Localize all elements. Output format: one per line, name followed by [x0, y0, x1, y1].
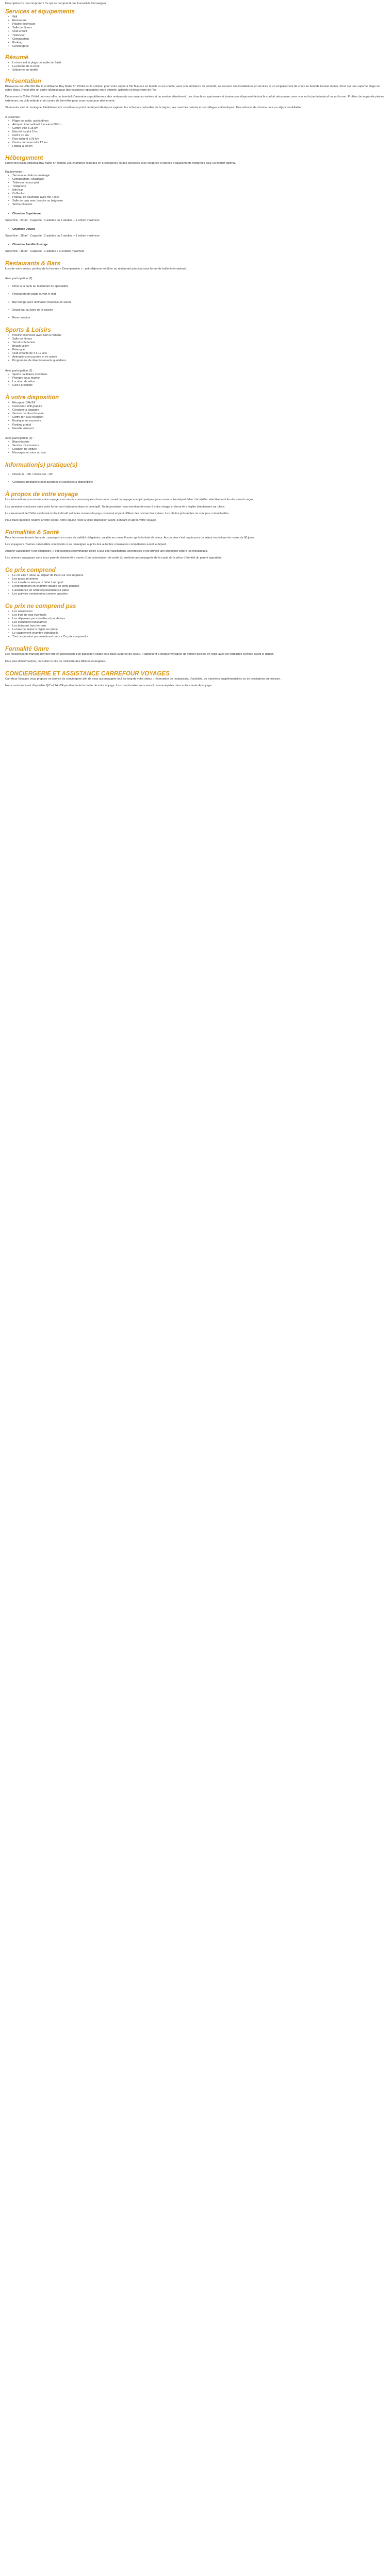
- list-item: • Sports nautiques motorisés: [12, 373, 386, 377]
- list-item: • Dîner à la carte au restaurant de spécialités: [12, 285, 386, 289]
- room-type: [5, 243, 386, 247]
- list-item: • Club enfant: [12, 30, 386, 33]
- list-item: • Hôpital à 20 km: [12, 145, 386, 148]
- list-item: • Coffre-fort: [12, 192, 386, 196]
- list-item: • Piscine extérieure avec bain à remous: [12, 334, 386, 337]
- disposition-paid-label: Avec participation (€) :: [5, 436, 34, 440]
- list-item: • Salle de fitness: [12, 26, 386, 30]
- comprend-list: [5, 574, 386, 596]
- room-type: [5, 212, 386, 216]
- list-item: • Le vol aller / retour au départ de Paris sur vols réguliers: [12, 574, 386, 578]
- restaurants-label: Avec participation (€) :: [5, 277, 34, 281]
- disposition-list: [5, 401, 386, 431]
- room-name: • Chambre Deluxe: [12, 228, 386, 231]
- list-item: • Réception 24h/24: [12, 401, 386, 405]
- formalites2-paragraph: Les ressortissants français devront être en possession d'un passeport valide pour toute la durée du séjour. Il appartient à chaque voyageur de vérifier qu'il est en règle avec les formalités d'entrée avant le départ.: [5, 653, 274, 656]
- list-item: • Room service: [12, 316, 386, 320]
- list-item: • Les assurances: [12, 610, 386, 614]
- sports-paid-list: [5, 373, 386, 387]
- hebergement-paragraph: L'hôtel Bin Bal la Athlantal Bay Mahe 5* compte 256 chambres réparties en 5 catégories, toutes décorées avec élégance et dotées d'équipements modernes pour un confort optimal.: [5, 161, 236, 165]
- list-item: • Plage de sable, accès direct: [12, 120, 386, 123]
- list-item: • Programme de divertissements quotidiens: [12, 359, 386, 363]
- presentation-title: Présentation: [5, 78, 41, 85]
- formalites-paragraph: Les voyageurs d'autres nationalités sont invités à se renseigner auprès des autorités consulaires compétentes avant le départ.: [5, 543, 167, 546]
- list-item: • Le supplément chambre individuelle: [12, 632, 386, 635]
- formalites-paragraph: Pour les ressortissants français : passeport en cours de validité obligatoire, valable au moins 6 mois après la date de retour. Aucun visa n'est requis pour un séjour touristique de moins de 90 jours.: [5, 536, 255, 539]
- top-nav-line: Description Ce qui comprend / Ce qui ne comprend pas Formalités Conseigner: [5, 2, 106, 5]
- list-item: • Plateau de courtoisie avec thé / café: [12, 196, 386, 199]
- resume-title: Résumé: [5, 54, 28, 61]
- list-item: • L'assistance de notre représentant sur place: [12, 589, 386, 592]
- room-description: Superficie : 45 m² · Capacité : 2 adultes + 2 enfants maximum: [5, 250, 85, 253]
- list-item: • Climatisation / chauffage: [12, 178, 386, 181]
- list-item: • Boutique de souvenirs: [12, 419, 386, 423]
- room-description: Superficie : 32 m² · Capacité : 2 adultes ou 2 adultes + 1 enfant maximum: [5, 218, 100, 222]
- list-item: • Centre commercial à 12 km: [12, 141, 386, 145]
- list-item: • Wifi: [12, 15, 386, 19]
- disposition-title: À votre disposition: [5, 395, 59, 401]
- voyage-paragraph: Pour toute question relative à votre séjour, notre équipe reste à votre disposition avant, pendant et après votre voyage.: [5, 518, 157, 522]
- list-item: • Parking gratuit: [12, 423, 386, 427]
- list-item: • Marché local à 5 km: [12, 130, 386, 134]
- list-item: • Les transferts aéroport / hôtel / aéroport: [12, 581, 386, 585]
- presentation-paragraph: Situé entre mer et montagne, l'établissement constitue un point de départ idéal pour explorer les richesses naturelles de la région, ses marchés colorés et ses villages authentiques. Une adresse de charme pour un séjour inoubliable.: [5, 106, 302, 109]
- list-item: • L'hébergement en chambre double en demi-pension: [12, 585, 386, 588]
- restaurants-paragraph: Lors de votre séjour, profitez de la formule « Demi-pension » : petit-déjeuner et dîner au restaurant principal sous forme de buffet international.: [5, 267, 187, 271]
- non-comprend-title: Ce prix ne comprend pas: [5, 603, 76, 609]
- room-name: • Chambre Famille Prestige: [12, 243, 386, 247]
- list-item: • Sèche-cheveux: [12, 203, 386, 207]
- list-item: • Golf à 10 km: [12, 134, 386, 138]
- list-item: • Blanchisserie: [12, 440, 386, 444]
- list-item: • Les excursions facultatives: [12, 621, 386, 624]
- hebergement-label: Équipements :: [5, 170, 24, 174]
- list-item: • Séjourner en famille: [12, 69, 386, 72]
- list-item: • Terrasse ou balcon aménagé: [12, 174, 386, 178]
- non-comprend-list: [5, 610, 386, 639]
- voyage-paragraph: Le classement de l'hôtel est donné à titre indicatif selon les normes du pays concerné et peut différer des normes françaises. Les photos présentées ne sont pas contractuelles.: [5, 512, 230, 515]
- sports-paid-label: Avec participation (€) :: [5, 369, 34, 372]
- list-item: • Piscine extérieure: [12, 23, 386, 26]
- list-item: • Navette aéroport: [12, 427, 386, 431]
- restaurants-list: [5, 285, 386, 319]
- list-item: • Plongée sous-marine: [12, 377, 386, 380]
- list-item: • Bar lounge avec animation musicale en soirée: [12, 301, 386, 304]
- presentation-paragraph: Bienvenue au Hôtel Bin Bal la et Athlantal Bay Mahe 5*, l'hôtel est la solution pour votre séjour à l'île Maurice en famille ou en couple, avec son ambiance de sérénité, se trouvent des installations et services et un emplacement de choix au bord de l'océan Indien. Posé sur une superbe plage de sable blanc, l'hôtel offre un cadre idyllique pour des vacances reposantes entre détente, activités et découverte de l'île.: [5, 85, 380, 92]
- list-item: • La terre est la plage de sable de Saidi: [12, 61, 386, 65]
- list-item: • Les boissons hors formule: [12, 624, 386, 628]
- list-item: • Club enfants de 4 à 12 ans: [12, 352, 386, 355]
- restaurants-title: Restaurants & Bars: [5, 261, 60, 267]
- sports-title: Sports & Loisirs: [5, 327, 51, 333]
- hebergement-equipment-list: [5, 174, 386, 207]
- list-item: • Check-in : 14h / check-out : 12h: [12, 473, 386, 477]
- formalites-title: Formalités & Santé: [5, 529, 59, 536]
- amenities-list: [5, 120, 386, 149]
- voyage-paragraph: Les informations concernant votre voyage vous seront communiquées dans votre carnet de voyage envoyé quelques jours avant votre départ. Merci de vérifier attentivement les documents reçus.: [5, 498, 254, 502]
- list-item: • Restaurant de plage ouvert le midi: [12, 293, 386, 296]
- list-item: • Salle de fitness: [12, 337, 386, 341]
- services-title: Services et équipements: [5, 9, 75, 15]
- sports-list: [5, 334, 386, 363]
- informations-list: [5, 473, 386, 484]
- list-item: • Tout ce qui n'est pas mentionné dans « Ce prix comprend »: [12, 635, 386, 639]
- list-item: • Beach-volley: [12, 345, 386, 348]
- list-item: • Les dépenses personnelles et pourboires: [12, 617, 386, 621]
- list-item: • Télévision: [12, 34, 386, 38]
- list-item: • Consigne à bagages: [12, 409, 386, 412]
- list-item: • Service de blanchisserie: [12, 412, 386, 416]
- list-item: • La taxe de séjour à régler sur place: [12, 628, 386, 632]
- list-item: • Connexion Wifi gratuite: [12, 405, 386, 409]
- comprend-title: Ce prix comprend: [5, 567, 56, 574]
- list-item: • Les activités mentionnées comme gratuites: [12, 592, 386, 596]
- list-item: • Les taxes aériennes: [12, 578, 386, 581]
- page: [5, 2, 386, 688]
- voyage-paragraph: Les prestations incluses dans votre forfait sont indiquées dans le descriptif. Toute prestation non mentionnée reste à votre charge et devra être réglée directement sur place.: [5, 505, 225, 509]
- room-name: • Chambre Supérieure: [12, 212, 386, 216]
- services-list: [5, 15, 386, 48]
- disposition-paid-list: [5, 440, 386, 455]
- formalites2-title: Formalité Gmre: [5, 646, 49, 653]
- amenities-label: À proximité :: [5, 115, 22, 119]
- room-type: [5, 228, 386, 231]
- list-item: • Centre-ville à 15 km: [12, 127, 386, 130]
- list-item: • Climatisation: [12, 38, 386, 41]
- conciergerie-paragraph: Notre assistance est disponible 7j/7 et 24h/24 pendant toute la durée de votre voyage. Les coordonnées vous seront communiquées dans votre carnet de voyage.: [5, 684, 213, 687]
- list-item: • Massages et soins au spa: [12, 451, 386, 455]
- list-item: • Location de vélos: [12, 380, 386, 384]
- formalites-paragraph: Les mineurs voyageant sans leurs parents doivent être munis d'une autorisation de sortie du territoire accompagnée de la copie de la pièce d'identité du parent signataire.: [5, 556, 222, 560]
- list-item: • Animations en journée et en soirée: [12, 355, 386, 359]
- informations-title: Information(s) pratique(s): [5, 462, 77, 469]
- conciergerie-paragraph: Carrefour Voyages vous propose un service de conciergerie afin de vous accompagner tout au long de votre séjour : réservation de restaurants, d'activités, de transferts supplémentaires ou de prestations sur mesure.: [5, 677, 281, 681]
- formalites2-paragraph: Pour plus d'informations, consultez le site du ministère des Affaires étrangères.: [5, 659, 106, 663]
- list-item: • Les frais de visa éventuels: [12, 614, 386, 617]
- list-item: • Coffre-fort à la réception: [12, 416, 386, 419]
- list-item: • Téléphone: [12, 185, 386, 189]
- voyage-title: À propos de votre voyage: [5, 492, 78, 498]
- list-item: • Snack-bar au bord de la piscine: [12, 309, 386, 312]
- list-item: • Pétanque: [12, 348, 386, 352]
- list-item: • Service d'excursions: [12, 444, 386, 448]
- formalites-paragraph: Aucune vaccination n'est obligatoire. Il est toutefois recommandé d'être à jour des vaccinations universelles et de prévoir une protection contre les moustiques.: [5, 549, 208, 553]
- resume-list: [5, 61, 386, 72]
- list-item: • Salle de bain avec douche ou baignoire: [12, 199, 386, 203]
- conciergerie-title: CONCIERGERIE ET ASSISTANCE CARREFOUR VOYAGES: [5, 670, 170, 677]
- list-item: • Parking: [12, 41, 386, 45]
- list-item: • Mini-bar: [12, 189, 386, 192]
- list-item: • Conciergerie: [12, 45, 386, 48]
- list-item: • Télévision écran plat: [12, 181, 386, 185]
- room-description: Superficie : 38 m² · Capacité : 2 adultes ou 2 adultes + 1 enfant maximum: [5, 234, 100, 238]
- list-item: • Parc naturel à 25 km: [12, 138, 386, 141]
- list-item: • Certaines prestations sont payantes et soumises à disponibilité: [12, 481, 386, 484]
- hebergement-title: Hébergement: [5, 155, 43, 161]
- list-item: • La piscine de la zone: [12, 65, 386, 69]
- list-item: • Location de voiture: [12, 448, 386, 451]
- presentation-paragraph: Découvrez la Crête, l'hôtel qui vous offre un éventail d'animations quotidiennes, des restaurants aux saveurs variées et un service attentionné. Les chambres spacieuses et lumineuses disposent de tout le confort nécessaire, avec vue sur le jardin tropical ou sur la mer. Profitez de la grande piscine extérieure, du club enfants et du centre de bien-être pour vous ressourcer pleinement.: [5, 95, 384, 103]
- list-item: • Aéroport international à environ 60 km: [12, 123, 386, 127]
- list-item: • Golf à proximité: [12, 384, 386, 387]
- list-item: • Terrains de tennis: [12, 341, 386, 345]
- list-item: • Restaurant: [12, 19, 386, 23]
